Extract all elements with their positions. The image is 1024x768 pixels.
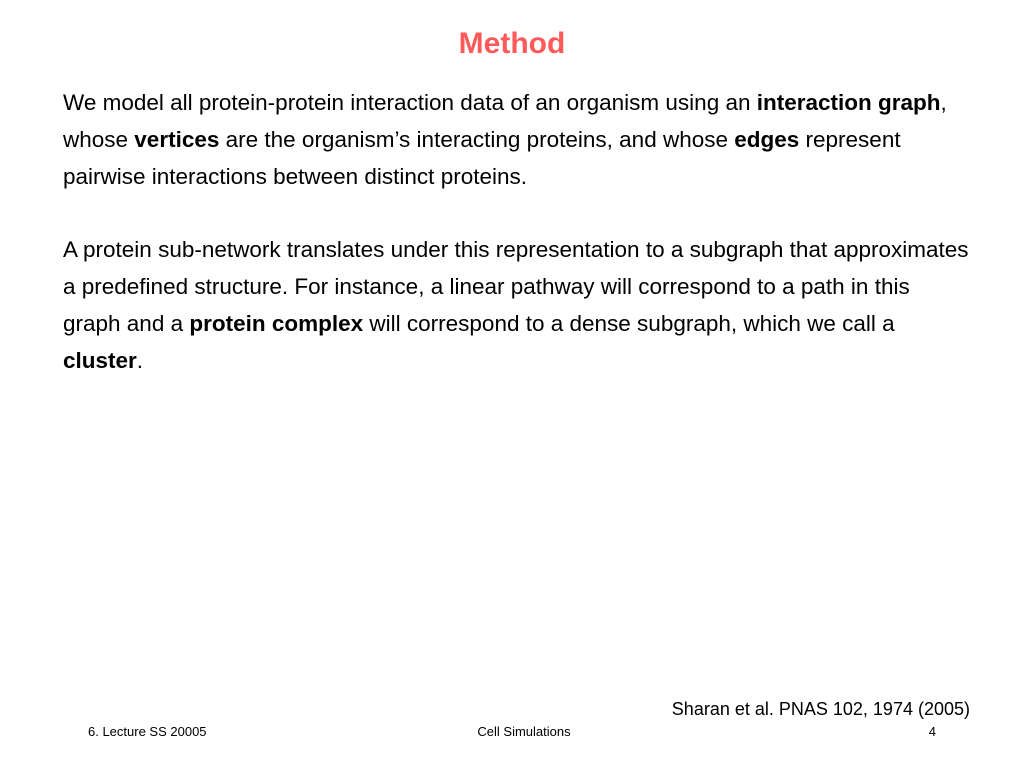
paragraph1-text-1: We model all protein-protein interaction data of an organism using an bbox=[63, 90, 757, 115]
paragraph2-text-2: will correspond to a dense subgraph, which we call a bbox=[363, 311, 895, 336]
footer-page-number: 4 bbox=[928, 724, 936, 739]
term-protein-complex: protein complex bbox=[189, 311, 364, 336]
slide-title: Method bbox=[458, 27, 566, 60]
term-vertices: vertices bbox=[134, 127, 220, 152]
term-interaction-graph: interaction graph bbox=[756, 90, 941, 115]
term-edges: edges bbox=[734, 127, 800, 152]
paragraph-sub-network bbox=[63, 231, 973, 379]
paragraph2-text-3: . bbox=[136, 348, 144, 373]
paragraph2-text-1: A protein sub-network translates under this representation to a subgraph that approximates a predefined structure. For instance, a linear pathway will correspond to a path in this graph and a bbox=[63, 237, 969, 336]
paragraph1-text-3: are the organism’s interacting proteins, and whose bbox=[219, 127, 735, 152]
footer-lecture: 6. Lecture SS 20005 bbox=[88, 724, 207, 739]
footer-course-title: Cell Simulations bbox=[477, 724, 571, 739]
citation: Sharan et al. PNAS 102, 1974 (2005) bbox=[671, 699, 970, 719]
paragraph1-text-2: , whose bbox=[63, 90, 947, 152]
paragraph1-text-4: represent pairwise interactions between distinct proteins. bbox=[63, 127, 901, 189]
paragraph-interaction-graph bbox=[63, 84, 973, 195]
term-cluster: cluster bbox=[63, 348, 137, 373]
